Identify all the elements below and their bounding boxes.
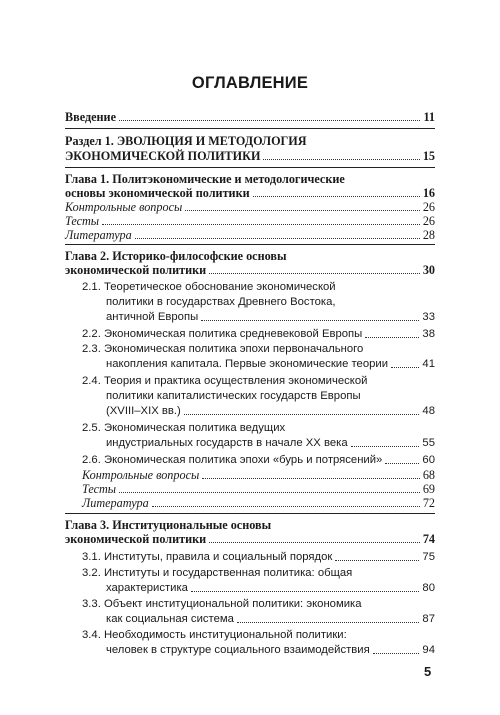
toc-ch2-line1: Глава 2. Историко-философские основы: [65, 249, 287, 263]
toc-part1-line2: ЭКОНОМИЧЕСКОЙ ПОЛИТИКИ 15: [65, 149, 435, 163]
toc-ch3-line2: экономической политики 74: [65, 532, 435, 546]
toc-ch1-questions: Контрольные вопросы 26: [65, 200, 435, 214]
dot-leader: [335, 560, 419, 561]
toc-ch2-tests: Тесты 69: [82, 482, 435, 496]
dot-leader: [152, 506, 420, 507]
toc-s2-1-line2: политики в государствах Древнего Востока,: [106, 296, 336, 308]
dot-leader: [209, 273, 420, 274]
dot-leader: [102, 224, 420, 225]
dot-leader: [135, 238, 420, 239]
dot-leader: [263, 159, 419, 160]
dot-leader: [391, 367, 419, 368]
dot-leader: [191, 591, 419, 592]
toc-part1-line1: Раздел 1. ЭВОЛЮЦИЯ И МЕТОДОЛОГИЯ: [65, 134, 307, 148]
dot-leader: [201, 320, 419, 321]
toc-s3-4-line1: 3.4. Необходимость институциональной политики:: [82, 629, 347, 641]
toc-entry-intro: Введение 11: [65, 110, 435, 124]
page-title: ОГЛАВЛЕНИЕ: [191, 74, 309, 92]
toc-ch2-questions: Контрольные вопросы 68: [82, 468, 435, 482]
dot-leader: [119, 492, 420, 493]
dot-leader: [385, 463, 419, 464]
toc-s3-3-line1: 3.3. Объект институциональной политики: экономика: [82, 598, 362, 610]
toc-s2-2: 2.2. Экономическая политика средневековой Европы 38: [82, 328, 435, 340]
toc-ch2-line2: экономической политики 30: [65, 263, 435, 277]
toc-s3-2-line1: 3.2. Институты и государственная политика: общая: [82, 567, 353, 579]
toc-ch3-line1: Глава 3. Институциональные основы: [65, 518, 272, 532]
divider: [65, 244, 435, 245]
toc-s3-3-line2: как социальная система 87: [106, 613, 435, 625]
toc-s2-5-line2: индустриальных государств в начале XX века 55: [106, 437, 435, 449]
dot-leader: [237, 622, 420, 623]
toc-s2-4-line3: (XVIII–XIX вв.) 48: [106, 405, 435, 417]
toc-ch1-literature: Литература 28: [65, 228, 435, 242]
toc-s2-3-line2: накопления капитала. Первые экономические теории 41: [106, 358, 435, 370]
toc-s3-1: 3.1. Институты, правила и социальный порядок 75: [82, 551, 435, 563]
divider: [65, 513, 435, 514]
divider: [65, 128, 435, 129]
divider: [65, 167, 435, 168]
toc-s2-4-line1: 2.4. Теория и практика осуществления экономической: [82, 375, 368, 387]
dot-leader: [209, 542, 420, 543]
toc-ch1-line1: Глава 1. Политэкономические и методологические: [65, 172, 345, 186]
dot-leader: [202, 478, 420, 479]
dot-leader: [351, 446, 420, 447]
toc-s3-4-line2: человек в структуре социального взаимодействия 94: [106, 644, 435, 656]
toc-s2-3-line1: 2.3. Экономическая политика эпохи первоначального: [82, 343, 364, 355]
toc-s2-6: 2.6. Экономическая политика эпохи «бурь и потрясений» 60: [82, 454, 435, 466]
dot-leader: [119, 120, 420, 121]
toc-s3-2-line2: характеристика 80: [106, 582, 435, 594]
toc-ch1-line2: основы экономической политики 16: [65, 186, 435, 200]
dot-leader: [253, 196, 420, 197]
toc-s2-1-line3: античной Европы 33: [106, 311, 435, 323]
dot-leader: [184, 414, 420, 415]
toc-ch1-tests: Тесты 26: [65, 214, 435, 228]
toc-s2-5-line1: 2.5. Экономическая политика ведущих: [82, 422, 286, 434]
toc-s2-1-line1: 2.1. Теоретическое обоснование экономической: [82, 281, 336, 293]
dot-leader: [365, 337, 419, 338]
toc-s2-4-line2: политики капиталистических государств Европы: [106, 390, 361, 402]
page-number: 5: [424, 664, 432, 679]
toc-ch2-literature: Литература 72: [82, 496, 435, 510]
dot-leader: [373, 653, 420, 654]
dot-leader: [185, 210, 420, 211]
